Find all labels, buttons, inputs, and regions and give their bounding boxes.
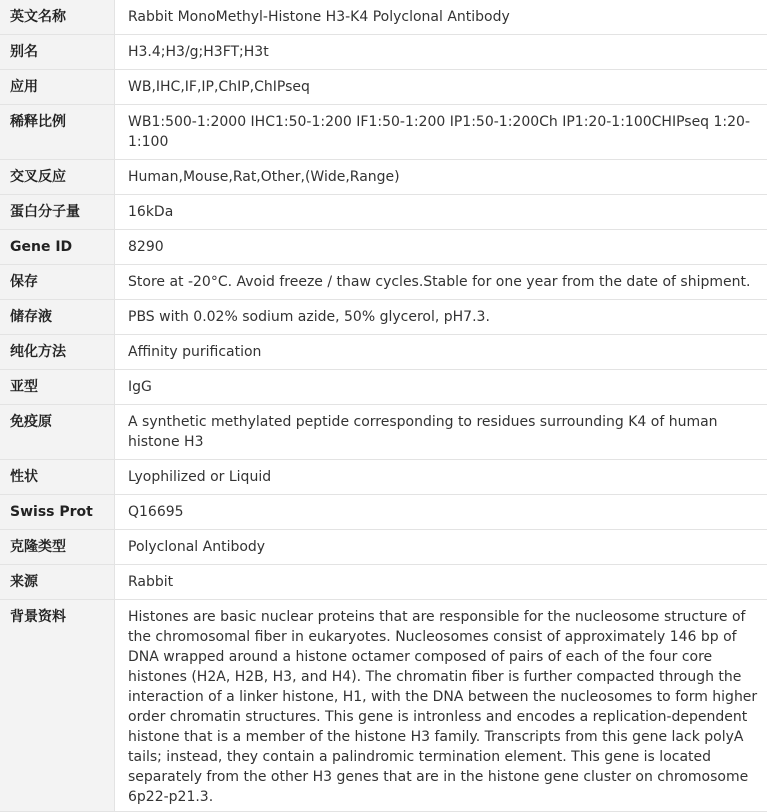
row-value: PBS with 0.02% sodium azide, 50% glycerol, pH7.3. — [115, 300, 767, 335]
row-value: Rabbit MonoMethyl-Histone H3-K4 Polyclonal Antibody — [115, 0, 767, 35]
row-label: 蛋白分子量 — [0, 195, 115, 230]
row-label: 别名 — [0, 35, 115, 70]
row-value: Store at -20°C. Avoid freeze / thaw cycles.Stable for one year from the date of shipment. — [115, 265, 767, 300]
row-label: 免疫原 — [0, 405, 115, 460]
row-label: 背景资料 — [0, 600, 115, 812]
table-row-clonality — [0, 530, 767, 565]
row-label: 应用 — [0, 70, 115, 105]
row-label: 保存 — [0, 265, 115, 300]
row-label: 英文名称 — [0, 0, 115, 35]
row-label: 储存液 — [0, 300, 115, 335]
row-label: 交叉反应 — [0, 160, 115, 195]
row-value: Rabbit — [115, 565, 767, 600]
row-value: Q16695 — [115, 495, 767, 530]
row-label: 性状 — [0, 460, 115, 495]
row-value: Lyophilized or Liquid — [115, 460, 767, 495]
row-value: Human,Mouse,Rat,Other,(Wide,Range) — [115, 160, 767, 195]
row-value: IgG — [115, 370, 767, 405]
row-value: Histones are basic nuclear proteins that are responsible for the nucleosome structure of the chromosomal fiber in eukaryotes. Nucleosomes consist of approximately 146 bp of DNA wrapped around a histone octamer composed of pairs of each of the four core histones (H2A, H2B, H3, and H4). The chromatin fiber is further compacted through the interaction of a linker histone, H1, with the DNA between the nucleosomes to form higher order chromatin structures. This gene is intronless and encodes a replication-dependent histone that is a member of the histone H3 family. Transcripts from this gene lack polyA tails; instead, they contain a palindromic termination element. This gene is located separately from the other H3 genes that are in the histone gene cluster on chromosome 6p22-p21.3. — [115, 600, 767, 812]
row-value: A synthetic methylated peptide corresponding to residues surrounding K4 of human histone H3 — [115, 405, 767, 460]
table-row-swiss-prot — [0, 495, 767, 530]
table-row-english-name — [0, 0, 767, 35]
table-row-cross-reactivity — [0, 160, 767, 195]
table-row-immunogen — [0, 405, 767, 460]
row-label: 亚型 — [0, 370, 115, 405]
row-value: WB1:500-1:2000 IHC1:50-1:200 IF1:50-1:200 IP1:50-1:200Ch IP1:20-1:100CHIPseq 1:20-1:100 — [115, 105, 767, 160]
row-label: Gene ID — [0, 230, 115, 265]
table-row-storage — [0, 265, 767, 300]
row-value: H3.4;H3/g;H3FT;H3t — [115, 35, 767, 70]
row-value: 8290 — [115, 230, 767, 265]
table-row-alias — [0, 35, 767, 70]
table-row-host — [0, 565, 767, 600]
table-row-purification — [0, 335, 767, 370]
table-row-isotype — [0, 370, 767, 405]
table-row-molecular-weight — [0, 195, 767, 230]
table-row-gene-id — [0, 230, 767, 265]
table-row-form — [0, 460, 767, 495]
row-value: Affinity purification — [115, 335, 767, 370]
table-row-storage-buffer — [0, 300, 767, 335]
row-value: 16kDa — [115, 195, 767, 230]
row-label: 来源 — [0, 565, 115, 600]
row-label: 稀释比例 — [0, 105, 115, 160]
row-label: 克隆类型 — [0, 530, 115, 565]
row-label: 纯化方法 — [0, 335, 115, 370]
row-label: Swiss Prot — [0, 495, 115, 530]
row-value: WB,IHC,IF,IP,ChIP,ChIPseq — [115, 70, 767, 105]
table-row-application — [0, 70, 767, 105]
table-row-dilution — [0, 105, 767, 160]
table-row-background — [0, 600, 767, 812]
row-value: Polyclonal Antibody — [115, 530, 767, 565]
